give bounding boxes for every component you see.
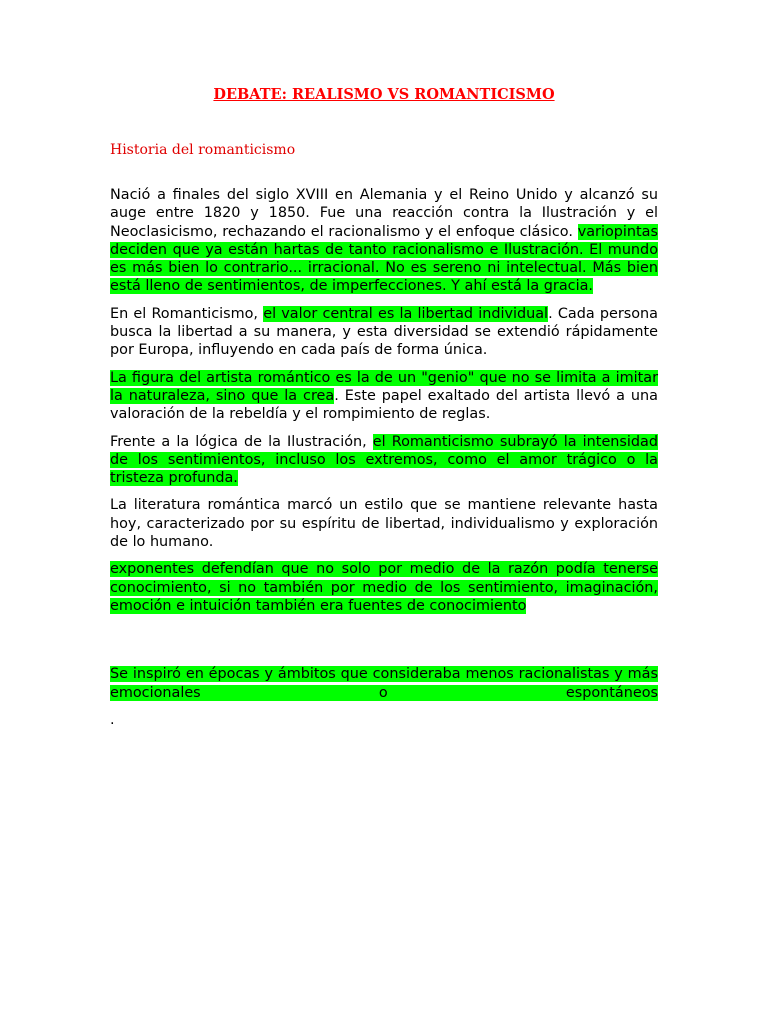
paragraph-text: . Cada persona busca la libertad a su manera, y esta diversidad se extendió rápidamente por Europa, influyendo en cada país de forma única.: [110, 305, 658, 359]
paragraph-text: . Este papel exaltado del artista llevó a una valoración de la rebeldía y el rompimiento de reglas.: [110, 387, 658, 423]
section-heading: Historia del romanticismo: [110, 142, 296, 158]
paragraph-text: Nació a finales del siglo XVIII en Alemania y el Reino Unido y alcanzó su auge entre 1820 y 1850. Fue una reacción contra la Ilustración y el Neoclasicismo, rechazando el racionalismo y el enfoque clásico.: [110, 187, 658, 240]
paragraph-end-mark: .: [110, 711, 115, 728]
paragraph-origins: [110, 186, 658, 296]
highlighted-text: variopintas deciden que ya están hartas de tanto racionalismo e Ilustración. El mundo es más bien lo contrario... irracional. No es sereno ni intelectual. Más bien está lleno de sentimientos, de imperfecciones. Y ahí está la gracia.: [110, 223, 658, 295]
paragraph-feelings: [110, 433, 658, 488]
paragraph-inspiration: [110, 665, 658, 702]
highlighted-text: el valor central es la libertad individual: [263, 305, 549, 322]
highlighted-text: el Romanticismo subrayó la intensidad de los sentimientos, incluso los extremos, como el amor trágico o la tristeza profunda.: [110, 433, 658, 487]
paragraph-text: Frente a la lógica de la Ilustración,: [110, 433, 373, 450]
paragraph-freedom: [110, 305, 658, 360]
highlighted-text: exponentes defendían que no solo por medio de la razón podía tenerse conocimiento, si no también por medio de los sentimiento, imaginación, emoción e intuición también era fuentes de conocimiento: [110, 561, 658, 614]
paragraph-knowledge: [110, 560, 658, 615]
paragraph-artist: [110, 369, 658, 424]
highlighted-text: Se inspiró en épocas y ámbitos que consideraba menos racionalistas y más emocionales o espontáneos: [110, 666, 658, 701]
paragraph-text: En el Romanticismo,: [110, 305, 264, 322]
document-body: [110, 186, 658, 738]
highlighted-text: La figura del artista romántico es la de un "genio" que no se limita a imitar la naturaleza, sino que la crea: [110, 369, 658, 404]
document-title: DEBATE: REALISMO VS ROMANTICISMO: [213, 86, 555, 103]
spacer: [110, 624, 658, 665]
paragraph-literature: La literatura romántica marcó un estilo que se mantiene relevante hasta hoy, caracterizado por su espíritu de libertad, individualismo y exploración de lo humano.: [110, 497, 658, 551]
